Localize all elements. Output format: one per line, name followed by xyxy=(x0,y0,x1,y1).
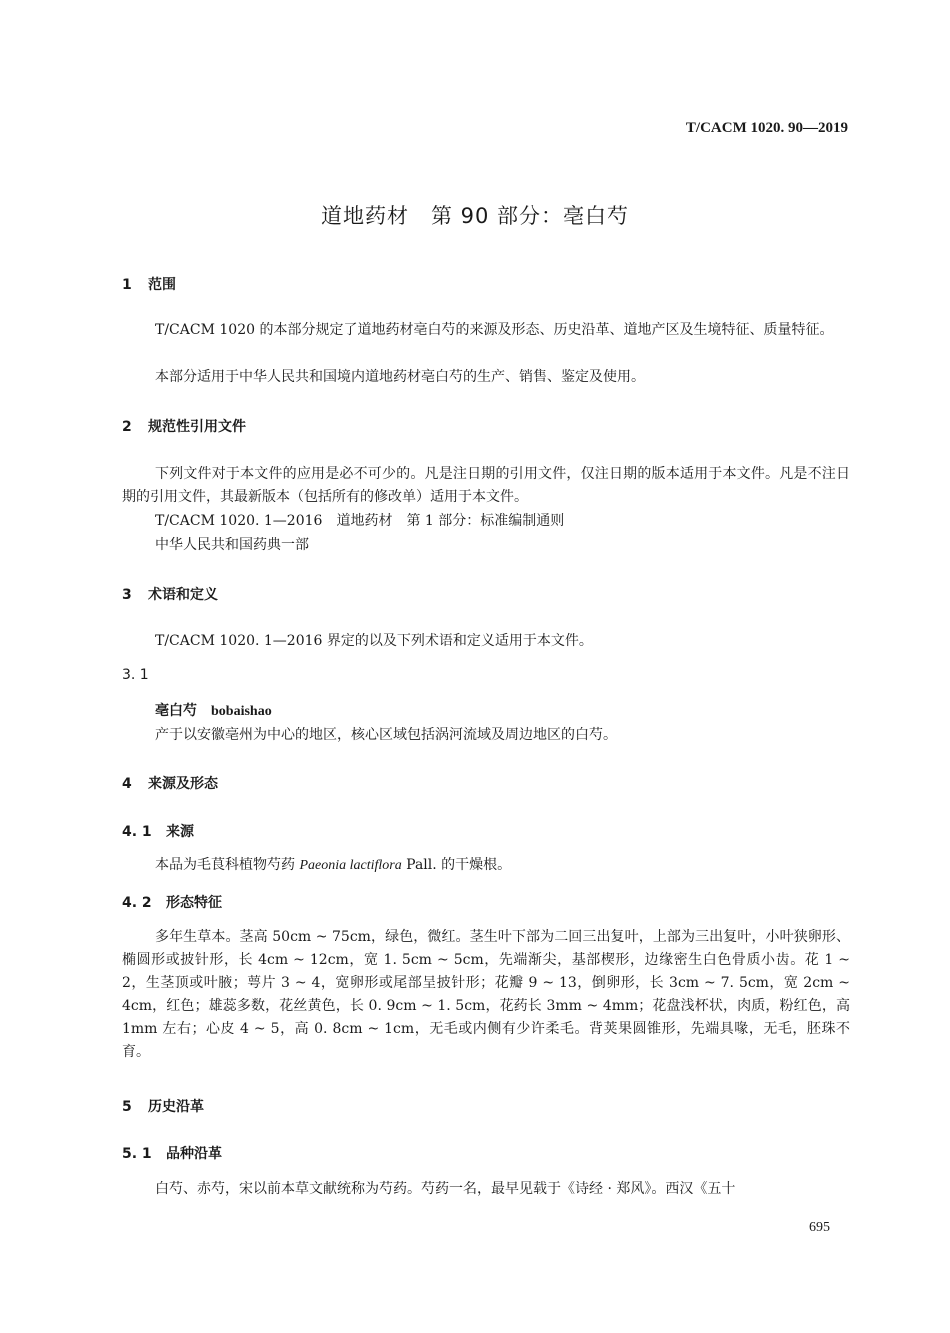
term-english: bobaishao xyxy=(211,704,272,719)
section-number: 4 xyxy=(122,776,132,792)
document-title: 道地药材 第 90 部分：亳白芍 xyxy=(320,204,630,228)
normative-reference-1: T/CACM 1020. 1—2016 道地药材 第 1 部分：标准编制通则 xyxy=(155,513,565,529)
subsection-title: 形态特征 xyxy=(166,895,222,911)
page-number: 695 xyxy=(809,1220,830,1235)
section-1-paragraph-2: 本部分适用于中华人民共和国境内道地药材亳白芍的生产、销售、鉴定及使用。 xyxy=(155,369,645,385)
subsection-title: 来源 xyxy=(166,824,194,840)
subsection-4-2-heading xyxy=(122,892,222,912)
section-5-heading xyxy=(122,1096,204,1116)
section-2-paragraph-1: 下列文件对于本文件的应用是必不可少的。凡是注日期的引用文件，仅注日期的版本适用于本文件。凡是不注日期的引用文件，其最新版本（包括所有的修改单）适用于本文件。 xyxy=(122,466,850,505)
section-title: 历史沿革 xyxy=(148,1099,204,1115)
section-title: 规范性引用文件 xyxy=(148,419,246,435)
section-number: 5 xyxy=(122,1099,132,1115)
section-5-1-paragraph: 白芍、赤芍，宋以前本草文献统称为芍药。芍药一名，最早见载于《诗经 · 郑风》。西汉《五十 xyxy=(155,1181,736,1197)
normative-reference-2: 中华人民共和国药典一部 xyxy=(155,537,309,553)
subsection-number: 5. 1 xyxy=(122,1146,152,1162)
section-title: 术语和定义 xyxy=(148,587,218,603)
section-3-paragraph-1: T/CACM 1020. 1—2016 界定的以及下列术语和定义适用于本文件。 xyxy=(155,633,593,649)
subsection-number: 4. 2 xyxy=(122,895,152,911)
subsection-5-1-heading xyxy=(122,1143,222,1163)
subsection-number: 4. 1 xyxy=(122,824,152,840)
latin-name: Paeonia lactiflora xyxy=(299,858,402,873)
section-1-heading xyxy=(122,274,176,294)
source-text: 本品为毛茛科植物芍药 xyxy=(155,857,300,873)
section-1-paragraph-1: T/CACM 1020 的本部分规定了道地药材亳白芍的来源及形态、历史沿革、道地产区及生境特征、质量特征。 xyxy=(155,322,834,338)
section-2-heading xyxy=(122,416,246,436)
section-number: 1 xyxy=(122,277,132,293)
subsection-3-1-number: 3. 1 xyxy=(122,667,149,683)
standard-number: T/CACM 1020. 90—2019 xyxy=(685,120,848,136)
section-4-2-paragraph: 多年生草本。茎高 50cm ~ 75cm，绿色，微红。茎生叶下部为二回三出复叶，上部为三出复叶，小叶狭卵形、椭圆形或披针形，长 4cm ~ 12cm，宽 1. 5cm ~ 5cm，先端渐尖，基部楔形，边缘密生白色骨质小齿。花 1 ~ 2，生茎顶或叶腋；萼片 3 ~ 4，宽卵形或尾部呈披针形；花瓣 9 ~ 13，倒卵形，长 3cm ~ 7. 5cm，宽 2cm ~ 4cm，红色；雄蕊多数，花丝黄色，长 0. 9cm ~ 1. 5cm，花药长 3mm ~ 4mm；花盘浅杯状，肉质，粉红色，高 1mm 左右；心皮 4 ~ 5，高 0. 8cm ~ 1cm，无毛或内侧有少许柔毛。背荚果圆锥形，先端具喙，无毛，胚珠不育。 xyxy=(122,929,850,1060)
source-text-end: Pall. 的干燥根。 xyxy=(401,857,512,873)
term-entry xyxy=(122,700,850,723)
section-number: 2 xyxy=(122,419,132,435)
section-title: 来源及形态 xyxy=(148,776,218,792)
section-4-heading xyxy=(122,773,218,793)
section-number: 3 xyxy=(122,587,132,603)
term-chinese: 亳白芍 xyxy=(155,703,197,719)
section-3-heading xyxy=(122,584,218,604)
subsection-title: 品种沿革 xyxy=(166,1146,222,1162)
subsection-4-1-heading xyxy=(122,821,194,841)
term-definition: 产于以安徽亳州为中心的地区，核心区域包括涡河流域及周边地区的白芍。 xyxy=(155,727,617,743)
section-title: 范围 xyxy=(148,277,176,293)
section-4-1-paragraph xyxy=(122,854,850,877)
